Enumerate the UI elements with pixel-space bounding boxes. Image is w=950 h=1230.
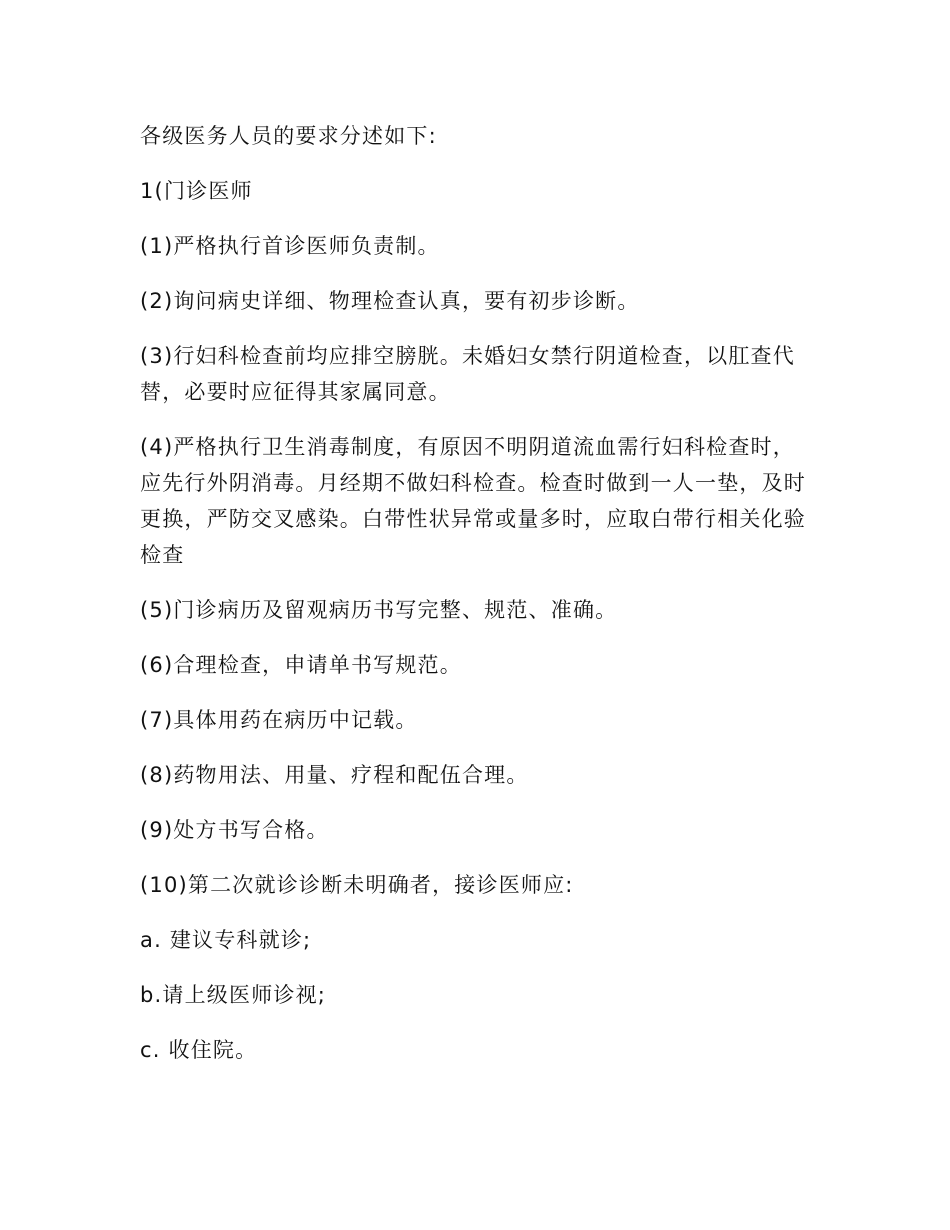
requirement-item-9: (9)处方书写合格。 xyxy=(140,818,329,842)
requirement-item-3: (3)行妇科检查前均应排空膀胱。未婚妇女禁行阴道检查，以肛查代替，必要时应征得其家属同意。 xyxy=(140,344,795,404)
requirement-item-1: (1)严格执行首诊医师负责制。 xyxy=(140,234,440,258)
requirement-item-8: (8)药物用法、用量、疗程和配伍合理。 xyxy=(140,763,529,787)
sub-item-c: c. 收住院。 xyxy=(140,1038,258,1062)
requirement-item-2: (2)询问病史详细、物理检查认真，要有初步诊断。 xyxy=(140,289,640,313)
sub-item-a: a. 建议专科就诊; xyxy=(140,928,312,952)
intro-paragraph: 各级医务人员的要求分述如下: xyxy=(140,124,437,148)
requirement-item-5: (5)门诊病历及留观病历书写完整、规范、准确。 xyxy=(140,598,618,622)
requirement-item-6: (6)合理检查，申请单书写规范。 xyxy=(140,653,462,677)
requirement-item-7: (7)具体用药在病历中记载。 xyxy=(140,708,418,732)
sub-item-b: b.请上级医师诊视; xyxy=(140,983,327,1007)
section-heading-outpatient-physician: 1(门诊医师 xyxy=(140,179,253,203)
document-body xyxy=(140,118,812,1087)
requirement-item-10: (10)第二次就诊诊断未明确者，接诊医师应: xyxy=(140,873,574,897)
requirement-item-4: (4)严格执行卫生消毒制度，有原因不明阴道流血需行妇科检查时，应先行外阴消毒。月经期不做妇科检查。检查时做到一人一垫，及时更换，严防交叉感染。白带性状异常或量多时，应取白带行相关化验检查 xyxy=(140,435,806,567)
